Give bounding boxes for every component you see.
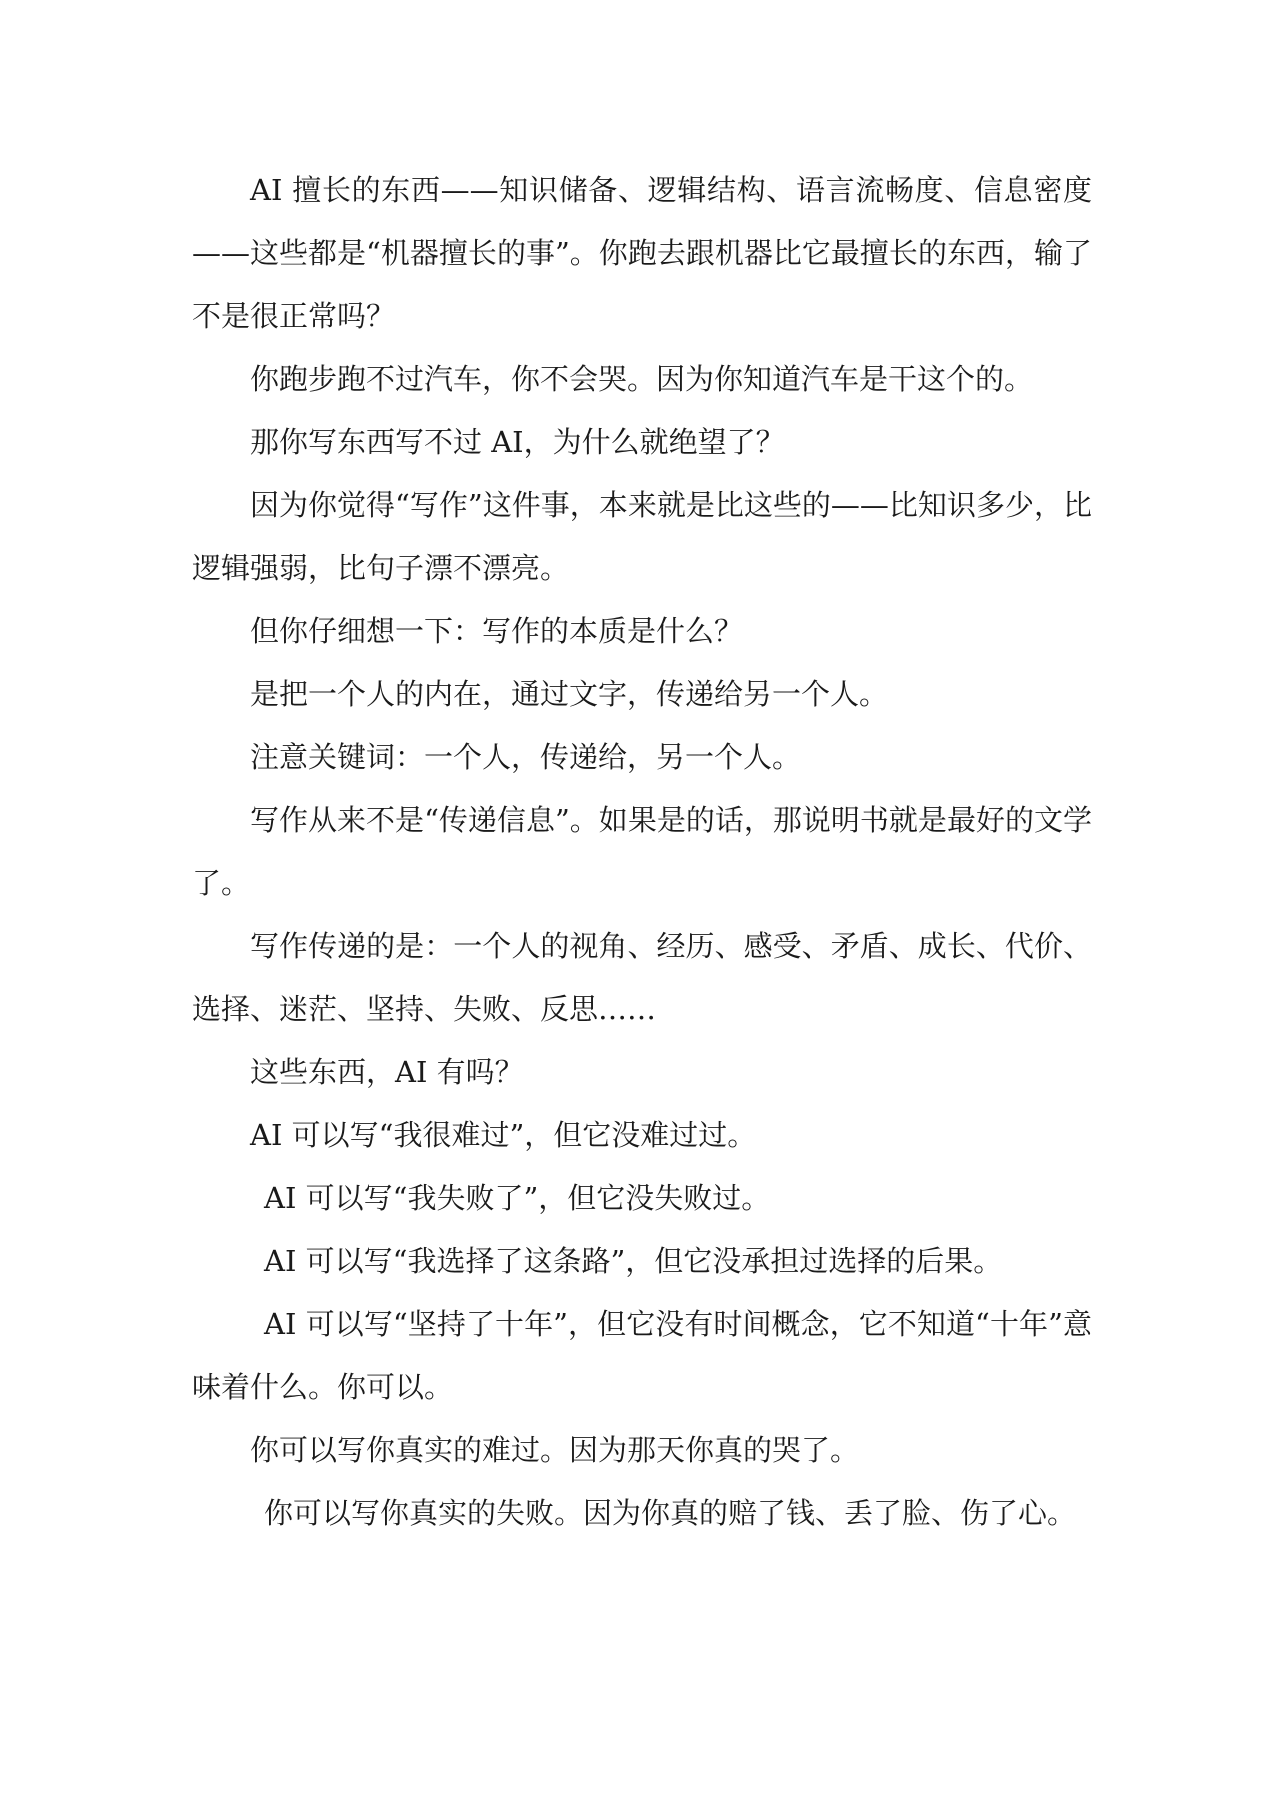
paragraph: 这些东西，AI 有吗？ [250,1055,524,1089]
paragraph: 是把一个人的内在，通过文字，传递给另一个人。 [250,677,889,711]
paragraph: AI 可以写“我很难过”，但它没难过过。 [250,1118,757,1152]
paragraph: AI 可以写“我失败了”，但它没失败过。 [264,1181,771,1215]
paragraph: 你可以写你真实的难过。因为那天你真的哭了。 [250,1433,860,1467]
paragraph: AI 可以写“坚持了十年”，但它没有时间概念，它不知道“十年”意味着什么。你可以。 [192,1307,1092,1404]
paragraph: 你可以写你真实的失败。因为你真的赔了钱、丢了脸、伤了心。 [264,1496,1077,1530]
paragraph: 但你仔细想一下：写作的本质是什么？ [250,614,744,648]
paragraph: 那你写东西写不过 AI，为什么就绝望了？ [250,425,785,459]
paragraph: AI 可以写“我选择了这条路”，但它没承担过选择的后果。 [264,1244,1003,1278]
paragraph: 写作传递的是：一个人的视角、经历、感受、矛盾、成长、代价、选择、迷茫、坚持、失败、反思…… [192,929,1092,1026]
paragraph: AI 擅长的东西——知识储备、逻辑结构、语言流畅度、信息密度——这些都是“机器擅长的事”。你跑去跟机器比它最擅长的东西，输了不是很正常吗？ [192,173,1092,333]
paragraph: 写作从来不是“传递信息”。如果是的话，那说明书就是最好的文学了。 [192,803,1092,900]
document-body [192,159,1092,1545]
paragraph: 注意关键词：一个人，传递给，另一个人。 [250,740,802,774]
paragraph: 因为你觉得“写作”这件事，本来就是比这些的——比知识多少，比逻辑强弱，比句子漂不漂亮。 [192,488,1092,585]
paragraph: 你跑步跑不过汽车，你不会哭。因为你知道汽车是干这个的。 [250,362,1034,396]
